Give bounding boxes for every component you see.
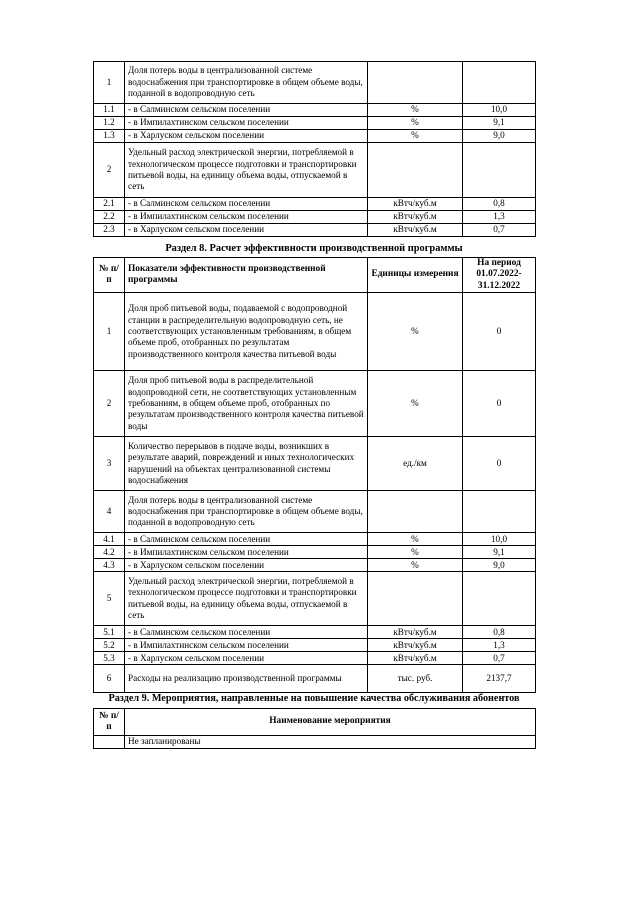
header-period: На период 01.07.2022-31.12.2022 xyxy=(463,258,536,293)
row-number: 1 xyxy=(94,62,125,104)
table-section-9 xyxy=(93,708,536,749)
row-unit: % xyxy=(368,559,463,572)
row-number: 2.2 xyxy=(94,211,125,224)
table-row xyxy=(94,665,536,693)
row-number: 3 xyxy=(94,437,125,491)
row-unit: кВтч/куб.м xyxy=(368,198,463,211)
header-indicator: Показатели эффективности производственной программы xyxy=(125,258,368,293)
row-text: - в Салминском сельском поселении xyxy=(125,198,368,211)
row-text: Доля потерь воды в централизованной системе водоснабжения при транспортировке в общем объеме воды, поданной в водопроводную сеть xyxy=(125,62,368,104)
row-value: 0,8 xyxy=(463,198,536,211)
table-row xyxy=(94,104,536,117)
row-unit: % xyxy=(368,371,463,437)
row-number: 4 xyxy=(94,491,125,533)
table-row xyxy=(94,224,536,237)
row-number: 4.3 xyxy=(94,559,125,572)
row-unit xyxy=(368,62,463,104)
table-row xyxy=(94,130,536,143)
row-text: - в Импилахтинском сельском поселении xyxy=(125,117,368,130)
row-unit: % xyxy=(368,533,463,546)
table-row xyxy=(94,533,536,546)
row-text: - в Харлуском сельском поселении xyxy=(125,559,368,572)
row-text: - в Салминском сельском поселении xyxy=(125,533,368,546)
table-section-8 xyxy=(93,257,536,693)
section-8-title: Раздел 8. Расчет эффективности производственной программы xyxy=(165,243,463,254)
row-value: 10,0 xyxy=(463,104,536,117)
row-unit: % xyxy=(368,293,463,371)
row-value: 0,7 xyxy=(463,224,536,237)
row-value: 1,3 xyxy=(463,639,536,652)
row-number: 2.1 xyxy=(94,198,125,211)
row-number: 5.1 xyxy=(94,626,125,639)
row-text: Доля потерь воды в централизованной системе водоснабжения при транспортировке в общем объеме воды, поданной в водопроводную сеть xyxy=(125,491,368,533)
row-number: 5.2 xyxy=(94,639,125,652)
header-unit: Единицы измерения xyxy=(368,258,463,293)
row-text: - в Импилахтинском сельском поселении xyxy=(125,639,368,652)
row-value: 9,0 xyxy=(463,130,536,143)
row-text: Количество перерывов в подаче воды, возникших в результате аварий, повреждений и иных технологических нарушений на объектах централизованной системы водоснабжения xyxy=(125,437,368,491)
row-unit: кВтч/куб.м xyxy=(368,652,463,665)
row-unit: % xyxy=(368,546,463,559)
row-unit: % xyxy=(368,117,463,130)
row-text: Доля проб питьевой воды в распределительной водопроводной сети, не соответствующих установленным требованиям, в общем объеме проб, отобранных по результатам производственного контроля качества питьевой воды xyxy=(125,371,368,437)
table-top xyxy=(93,61,536,237)
row-text: Не запланированы xyxy=(125,736,536,749)
row-number: 5.3 xyxy=(94,652,125,665)
header-number: № п/п xyxy=(94,258,125,293)
row-value: 0,7 xyxy=(463,652,536,665)
row-unit: % xyxy=(368,104,463,117)
row-text: Расходы на реализацию производственной программы xyxy=(125,665,368,693)
table-row xyxy=(94,437,536,491)
row-value: 9,1 xyxy=(463,546,536,559)
row-value: 9,1 xyxy=(463,117,536,130)
row-unit: % xyxy=(368,130,463,143)
table-row xyxy=(94,626,536,639)
section-9-title: Раздел 9. Мероприятия, направленные на повышение качества обслуживания абонентов xyxy=(108,693,520,704)
table-row xyxy=(94,211,536,224)
row-unit: кВтч/куб.м xyxy=(368,626,463,639)
row-unit xyxy=(368,143,463,198)
row-number: 1.1 xyxy=(94,104,125,117)
row-unit: кВтч/куб.м xyxy=(368,224,463,237)
row-value: 0 xyxy=(463,371,536,437)
table-row xyxy=(94,546,536,559)
row-value: 0 xyxy=(463,293,536,371)
row-value: 1,3 xyxy=(463,211,536,224)
row-unit xyxy=(368,491,463,533)
row-number: 2 xyxy=(94,371,125,437)
row-unit: тыс. руб. xyxy=(368,665,463,693)
row-text: - в Импилахтинском сельском поселении xyxy=(125,211,368,224)
row-value: 10,0 xyxy=(463,533,536,546)
row-text: - в Харлуском сельском поселении xyxy=(125,224,368,237)
table-row xyxy=(94,652,536,665)
table-row xyxy=(94,736,536,749)
row-text: Доля проб питьевой воды, подаваемой с водопроводной станции в распределительную водопроводную сеть, не соответствующих установленным требованиям, в общем объеме проб, отобранных по результатам производственного контроля качества питьевой воды xyxy=(125,293,368,371)
row-number: 2 xyxy=(94,143,125,198)
row-number: 1.2 xyxy=(94,117,125,130)
row-number: 1.3 xyxy=(94,130,125,143)
row-number: 5 xyxy=(94,572,125,626)
table-row xyxy=(94,572,536,626)
row-unit: кВтч/куб.м xyxy=(368,639,463,652)
row-number: 4.2 xyxy=(94,546,125,559)
row-number: 2.3 xyxy=(94,224,125,237)
table-row xyxy=(94,293,536,371)
row-text: Удельный расход электрической энергии, потребляемой в технологическом процессе подготовки и транспортировки питьевой воды, на единицу объема воды, отпускаемой в сеть xyxy=(125,143,368,198)
header-number: № п/п xyxy=(94,709,125,736)
row-unit xyxy=(368,572,463,626)
row-number: 1 xyxy=(94,293,125,371)
row-value xyxy=(463,143,536,198)
table-row xyxy=(94,62,536,104)
row-value: 0,8 xyxy=(463,626,536,639)
row-text: Удельный расход электрической энергии, потребляемой в технологическом процессе подготовки и транспортировки питьевой воды, на единицу объема воды, отпускаемой в сеть xyxy=(125,572,368,626)
row-text: - в Салминском сельском поселении xyxy=(125,626,368,639)
row-value: 0 xyxy=(463,437,536,491)
row-text: - в Харлуском сельском поселении xyxy=(125,652,368,665)
row-number: 6 xyxy=(94,665,125,693)
row-value xyxy=(463,572,536,626)
row-unit: ед./км xyxy=(368,437,463,491)
row-unit: кВтч/куб.м xyxy=(368,211,463,224)
table-row xyxy=(94,491,536,533)
table-row xyxy=(94,639,536,652)
row-value xyxy=(463,491,536,533)
header-name: Наименование мероприятия xyxy=(125,709,536,736)
row-value: 9,0 xyxy=(463,559,536,572)
row-value: 2137,7 xyxy=(463,665,536,693)
table-row xyxy=(94,198,536,211)
table-header-row xyxy=(94,709,536,736)
table-header-row xyxy=(94,258,536,293)
row-number: 4.1 xyxy=(94,533,125,546)
row-text: - в Импилахтинском сельском поселении xyxy=(125,546,368,559)
row-text: - в Харлуском сельском поселении xyxy=(125,130,368,143)
table-row xyxy=(94,117,536,130)
table-row xyxy=(94,559,536,572)
table-row xyxy=(94,371,536,437)
row-number xyxy=(94,736,125,749)
row-value xyxy=(463,62,536,104)
table-row xyxy=(94,143,536,198)
row-text: - в Салминском сельском поселении xyxy=(125,104,368,117)
